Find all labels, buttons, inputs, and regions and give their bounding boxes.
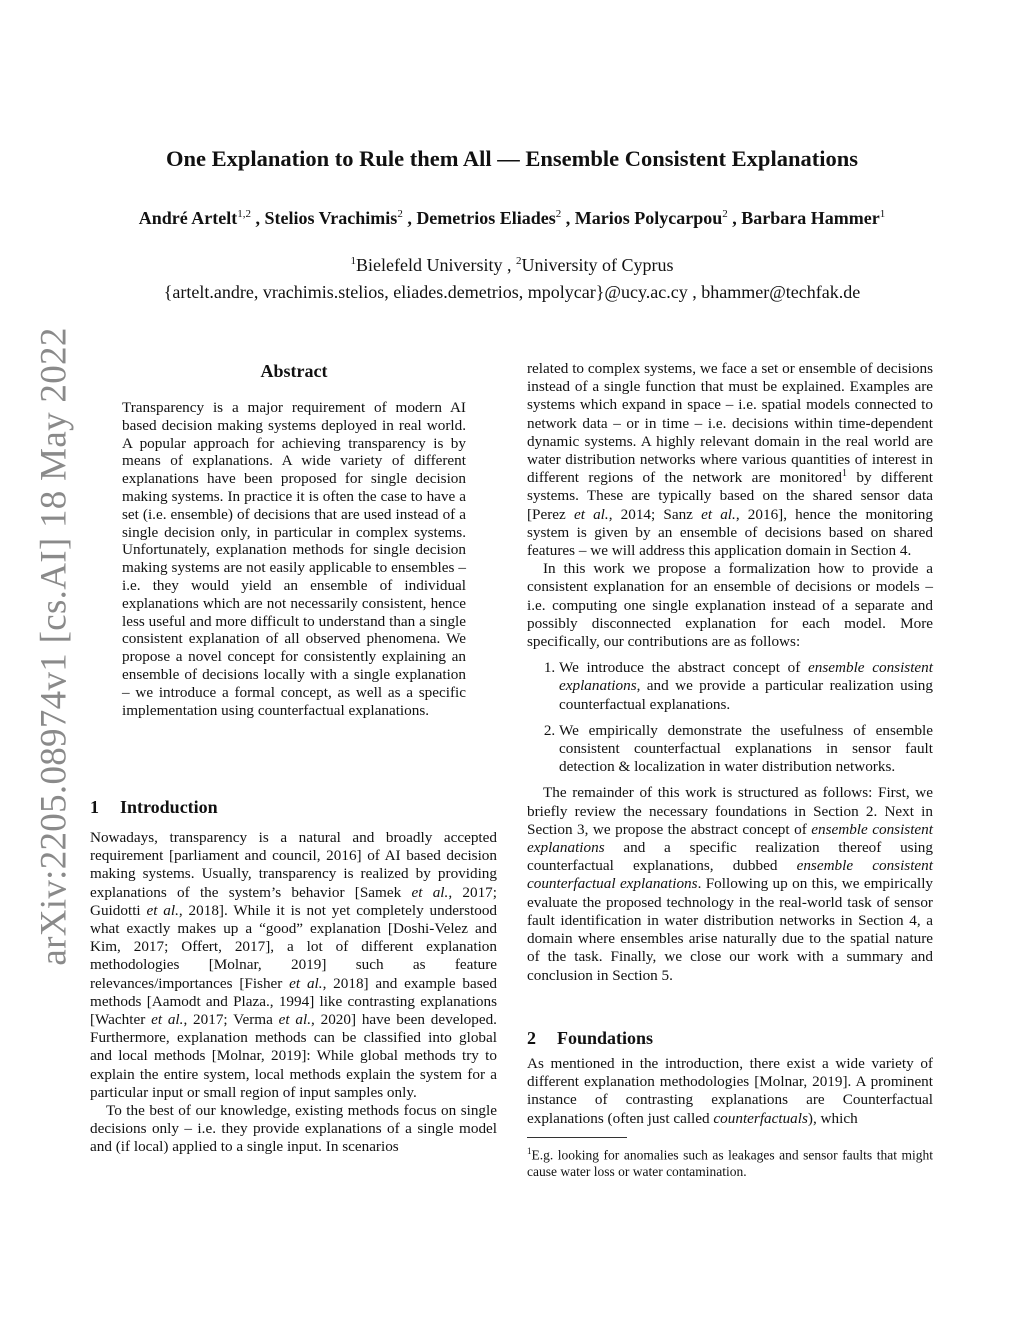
author-affiliation: 2 bbox=[555, 208, 562, 220]
affiliation-name: University of Cyprus bbox=[521, 255, 674, 275]
foundations-column bbox=[527, 1055, 933, 1128]
paragraph: In this work we propose a formalization how to provide a consistent explanation for an ensemble of decisions or models – i.e. computing one single explanation instead of a separate and possibly disconnected explanation for each model. More specifically, our contributions are as follows: bbox=[527, 560, 933, 651]
footnote bbox=[527, 1143, 933, 1181]
affiliation-name: Bielefeld University bbox=[356, 255, 503, 275]
paragraph: related to complex systems, we face a set or ensemble of decisions instead of a single function that must be explained. Examples are systems which expand in space – i.e. spatial models connected to network data – or in time – i.e. decisions within time-dependent dynamic systems. A highly relevant domain in the real world are water distribution networks where various quantities of interest in different regions of the network are monitored$^1$ by different systems. These are typically based on the shared sensor data [Perez et al., 2014; Sanz et al., 2016], hence the monitoring system is given by an ensemble of decisions based on shared features – we will address this application domain in Section 4. bbox=[527, 360, 933, 560]
section-heading-introduction bbox=[90, 797, 218, 818]
arxiv-identifier bbox=[30, 326, 78, 966]
author-name: Demetrios Eliades bbox=[416, 208, 556, 228]
paragraph: The remainder of this work is structured as follows: First, we briefly review the necessary foundations in Section 2. Next in Section 3, we propose the abstract concept of ensemble consistent explanations and a specific realization thereof using counterfactual explanations, dubbed ensemble consistent counterfactual explanations. Following up on this, we empirically evaluate the proposed technology in the real-world task of sensor fault identification in water distribution networks in Section 4, a domain where ensembles arise naturally due to the spatial nature of the task. Finally, we close our work with a summary and conclusion in Section 5. bbox=[527, 784, 934, 984]
author-name: Marios Polycarpou bbox=[574, 208, 723, 228]
paragraph: Nowadays, transparency is a natural and broadly accepted requirement [parliament and council, 2016] of AI based decision making systems. Usually, transparency is realized by providing explanations of the system’s behavior [Samek et al., 2017; Guidotti et al., 2018]. While it is not yet completely understood what exactly makes up a “good” explanation [Doshi-Velez and Kim, 2017; Offert, 2017], a lot of different explanation methodologies [Molnar, 2019] such as feature relevances/importances [Fisher et al., 2018] and example based methods [Aamodt and Plaza., 1994] like contrasting explanations [Wachter et al., 2017; Verma et al., 2020] have been developed. Furthermore, explanation methods can be classified into global and local methods [Molnar, 2019]: While global methods try to explain the entire system, local methods explain the system for a particular input or small region of input samples only. bbox=[90, 829, 498, 1101]
author-affiliation: 1,2 bbox=[237, 208, 251, 220]
author-affiliation: 2 bbox=[722, 208, 728, 220]
author-affiliation: 2 bbox=[397, 208, 403, 220]
abstract-body bbox=[122, 399, 466, 719]
footnote-text: E.g. looking for anomalies such as leakages and sensor faults that might cause water loss or water contamination. bbox=[527, 1147, 933, 1179]
section-title: Foundations bbox=[557, 1028, 654, 1048]
contribution-list bbox=[527, 659, 933, 776]
footnote-divider bbox=[527, 1137, 627, 1138]
affiliations: $^1$Bielefeld University , $^2$University of Cyprus bbox=[350, 255, 674, 275]
list-item: 2. We empirically demonstrate the usefulness of ensemble consistent counterfactual explanations in sensor fault detection & localization in water distribution networks. bbox=[559, 722, 933, 777]
section-number: 2 bbox=[527, 1028, 536, 1048]
section-title: Introduction bbox=[120, 797, 218, 817]
affiliation-number: 1 bbox=[350, 255, 357, 267]
section-heading-foundations bbox=[527, 1028, 653, 1049]
affiliation-number: 2 bbox=[515, 255, 522, 267]
arxiv-id-text: arXiv:2205.08974v1 [cs.AI] 18 May 2022 bbox=[33, 326, 75, 966]
abstract-text: Transparency is a major requirement of modern AI based decision making systems deployed in real world. A popular approach for achieving transparency is by means of explanations. A wide variety of different explanations have been proposed for single decision making systems. In practice it is often the case to have a set (i.e. ensemble) of decisions that are used instead of a single decision only, in particular in complex systems. Unfortunately, explanation methods for single decision making systems are not easily applicable to ensembles – i.e. they would yield an ensemble of individual explanations which are not necessarily consistent, hence less useful and more difficult to understand than a single consistent explanation of all observed phenomena. We propose a novel concept for consistently explaining an ensemble of decisions locally with a single explanation – we introduce a formal concept, as well as a specific implementation using counterfactual explanations. bbox=[122, 399, 466, 719]
author-emails: {artelt.andre, vrachimis.stelios, eliades.demetrios, mpolycar}@ucy.ac.cy , bhammer@techfak.de bbox=[163, 282, 861, 302]
abstract-heading: Abstract bbox=[260, 361, 328, 381]
author-list: André Artelt$^{1,2}$ , Stelios Vrachimis$^2$ , Demetrios Eliades$^2$ , Marios Polycarpou$^2$ , Barbara Hammer$^1$ bbox=[138, 208, 886, 228]
author-name: Stelios Vrachimis bbox=[264, 208, 398, 228]
introduction-left-column bbox=[90, 829, 497, 1157]
paragraph: To the best of our knowledge, existing methods focus on single decisions only – i.e. they provide explanations of a single model and (if local) applied to a single input. In scenarios bbox=[90, 1102, 497, 1156]
author-name: André Artelt bbox=[138, 208, 238, 228]
list-item: 1. We introduce the abstract concept of ensemble consistent explanations, and we provide a particular realization using counterfactual explanations. bbox=[559, 659, 933, 714]
paragraph: As mentioned in the introduction, there exist a wide variety of different explanation methodologies [Molnar, 2019]. A prominent instance of contrasting explanations are Counterfactual explanations (often just called counterfactuals), which bbox=[527, 1055, 933, 1127]
section-number: 1 bbox=[90, 797, 99, 817]
footnote-number: 1 bbox=[527, 1146, 532, 1156]
author-name: Barbara Hammer bbox=[741, 208, 880, 228]
author-affiliation: 1 bbox=[879, 208, 886, 220]
footnote-marker: 1 bbox=[842, 468, 848, 480]
introduction-right-column bbox=[527, 360, 933, 985]
paper-title: One Explanation to Rule them All — Ensemble Consistent Explanations bbox=[166, 146, 858, 171]
